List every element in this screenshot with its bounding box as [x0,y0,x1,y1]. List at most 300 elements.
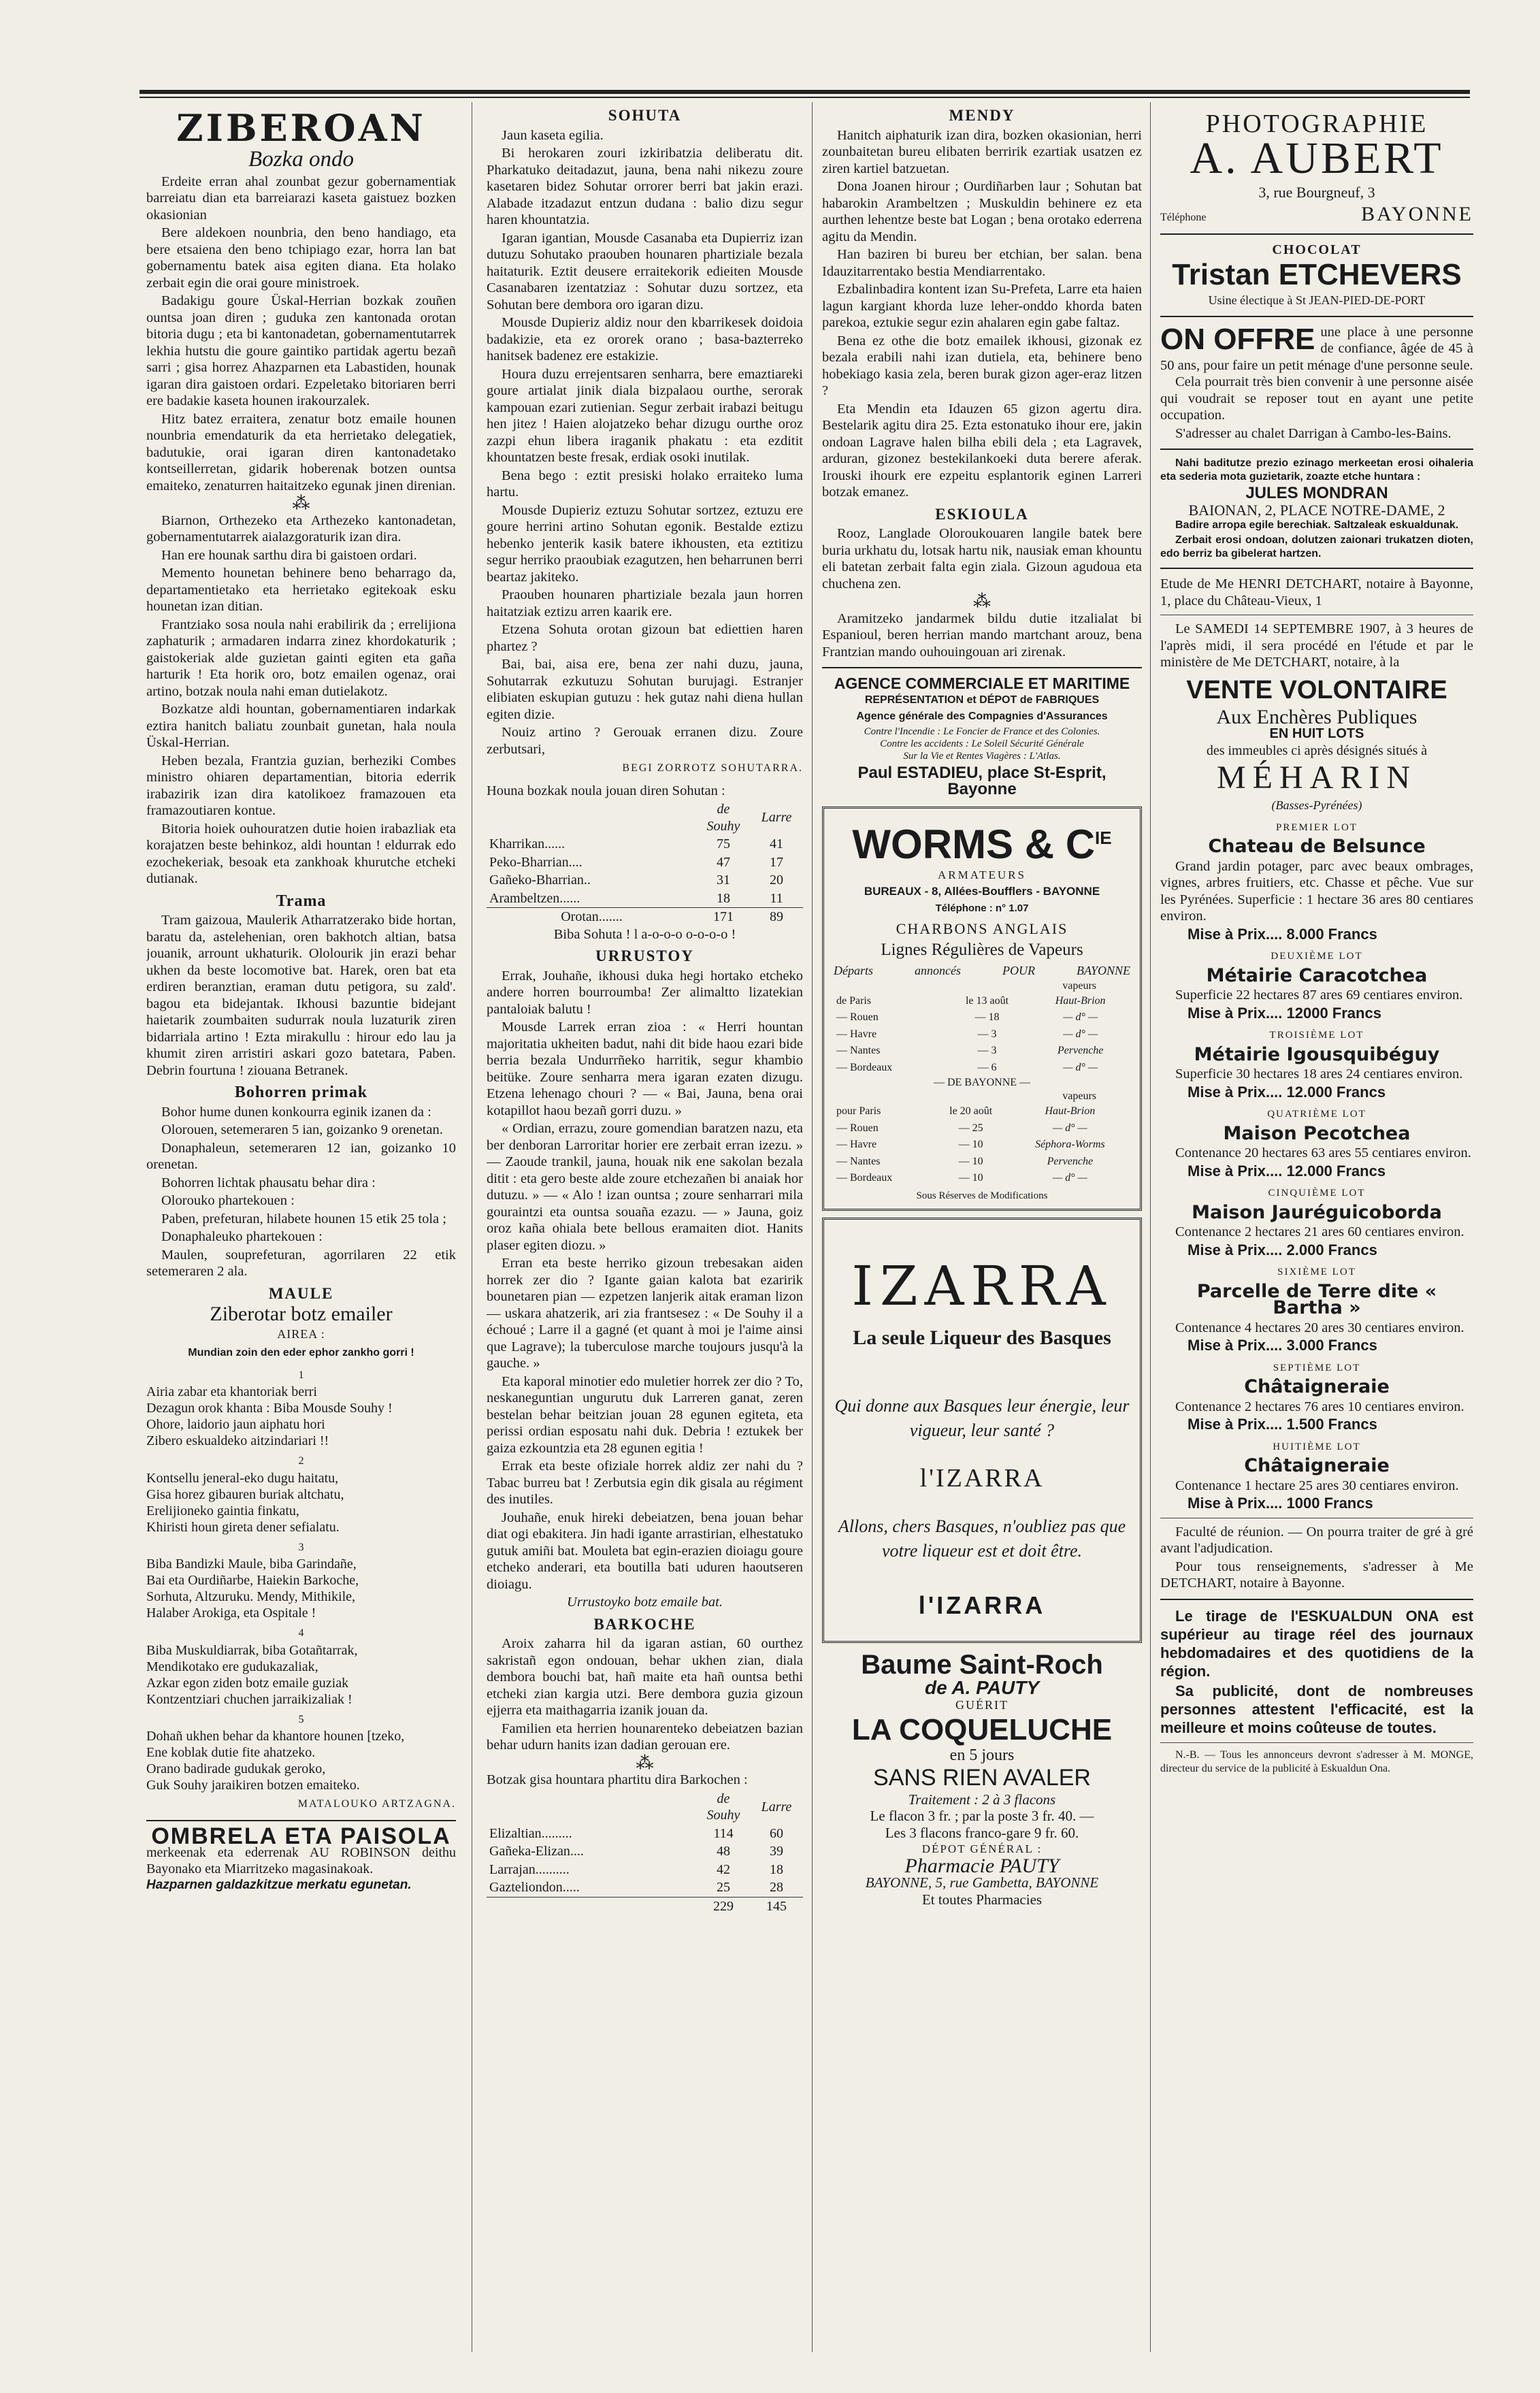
paragraph: Heben bezala, Frantzia guzian, berheziki Combes ministro ohiaren departamentian, bitoria ederrik irabazirik izan dira katolikoez framazouen eta framazoutiaren kontue. [146,753,456,818]
table-row [487,853,803,872]
verse-line: Sorhuta, Altzuruku. Mendy, Mithikile, [146,1589,356,1604]
worms-lignes: Lignes Régulières de Vapeurs [881,940,1083,959]
table-cell: Arambeltzen...... [489,890,580,906]
schedule-cell: pour Paris [836,1105,881,1117]
table-total-row [487,1897,803,1915]
ad-offre [1160,324,1473,374]
lot-name: Châtaigneraie [1244,1376,1390,1397]
schedule-cell: — Havre [836,1139,877,1150]
paragraph: Aroix zaharra hil da igaran astian, 60 ourthez sakristañ egon ondouan, behar ukhen zian, diala dembora bouchi bat, hañ maite eta hañ ountsa bethi etcheki zian kargia utzi. Bere dembora guzia gizoun ejjerra eta maithagarria izanik jouan da. [487,1636,803,1718]
vente-title: VENTE VOLONTAIRE [1186,675,1447,704]
heading-eskioula: ESKIOULA [935,505,1029,523]
paragraph: Hitz batez erraitera, zenatur botz emaile hounen nounbria emendaturik da eta herrietako delegatiek, badutukie, orai igaran diren kantonadetako kontseillerretan, gidarik hoberenak botzen ountsa emaiteko, zenaturren haitaitzeko egunak jinen direnian. [146,411,456,493]
col-header: de Souhy [706,802,740,834]
offre-big: ON OFFRE [1160,323,1315,356]
table-cell: 25 [717,1880,730,1895]
paragraph: Olorouko phartekouen : [161,1193,295,1208]
heading-trama: Trama [276,892,327,910]
paragraph: Erdeite erran ahal zounbat gezur gobernamentiak barreiatu dian eta barreiarazi kaseta gaistuez bozken okasionian [146,174,456,223]
lot-desc: Contenance 2 hectares 76 ares 10 centiares environ. [1175,1399,1464,1414]
schedule-cell: — Havre [836,1028,877,1040]
separator-asterism: ⁂ [973,591,991,611]
ad-ombrela-text: merkeenak eta ederrenak AU ROBINSON deithu Bayonako eta Miarritzeko magasinakoak. [146,1845,456,1876]
paragraph: Badakigu goure Üskal-Herrian bozkak zouñen ountsa joan diren ; guduka zen kantonada orotan bitoria dugu ; eta bi kantonadetan, gobernamentutarrek lekhia hutstu die goure gaintiko partidak agertu bezañ sarri ; gisa horrez Ahazparnen eta Labastiden, hounak igaran dira gaistoen ordari. Ezpeletako bitoriaren berri ere badakie kaseta hounen irakourzalek. [146,293,456,408]
lot-num: TROISIÈME LOT [1269,1030,1364,1041]
paragraph: Han baziren bi bureu ber etchian, ber salan. bena Idauzitarrentako bestia Mendiarrentako. [822,247,1142,279]
table-row [487,1842,803,1861]
verse-line: Erelijioneko gaintia finkatu, [146,1503,299,1518]
lot-name: Parcelle de Terre dite « Bartha » [1196,1280,1437,1318]
stanza-number: 2 [298,1455,304,1467]
worms-sup: IE [1095,827,1112,848]
schedule-cell: — Bordeaux [836,1172,893,1184]
paragraph: Dona Joanen hirour ; Ourdiñarben laur ; Sohutan bat habarokin Arambeltzen ; Muskuldin behinere ez eta aurthen lehentze beste bat Logan ; bena orotako ederrena agitu da Mendin. [822,179,1142,244]
worms-tel: Téléphone : n° 1.07 [935,902,1029,914]
signature: MATALOUKO ARTZAGNA. [297,1798,456,1810]
schedule-cell: Pervenche [1057,1045,1104,1056]
worms-de-bayonne: — DE BAYONNE — [933,1077,1031,1088]
table-cell: Gañeka-Elizan.... [489,1844,584,1859]
schedule-cell: — 10 [958,1172,983,1184]
vote-table-sohuta [487,800,803,926]
paragraph: Errak, Jouhañe, ikhousi duka hegi hortako etcheko andere horren bourroumba! Zer alimaltto lizatekian pantaloiak balutu ! [487,968,803,1017]
paragraph: Jaun kaseta egilia. [502,127,604,143]
divider [1160,568,1473,569]
vente-encheres: Aux Enchères Publiques [1216,705,1418,728]
lot-price: Mise à Prix.... 2.000 Francs [1187,1241,1377,1258]
paragraph: Maulen, souprefeturan, agorrilaren 22 etik setemeraren 2 ala. [146,1247,456,1279]
table-cell: 39 [770,1844,783,1859]
table-cell: Peko-Bharrian.... [489,854,583,870]
column-divider [1150,102,1151,2352]
paragraph: Bozkatze aldi hountan, gobernamentiaren indarkak eztira hanitch baliatu zounbait gunetan, hala noula Üskal-Herrian. [146,702,456,750]
schedule-cell: — 18 [974,1011,1000,1023]
table-cell: 41 [770,836,783,851]
hdr: annoncés [915,964,961,977]
lot-num: QUATRIÈME LOT [1267,1109,1366,1120]
schedule-cell: de Paris [836,994,872,1007]
paragraph: Ezbalinbadira kontent izan Su-Prefeta, Larre eta haien lagun kargiant khorda luze leher-onddo khorda baten parekoa, eztukie segur ezin ahalaren egin gabe faltaz. [822,282,1142,330]
signature: BEGI ZORROTZ SOHUTARRA. [622,762,803,774]
article-body [146,1104,456,1280]
photo-tel: Téléphone [1160,212,1207,223]
ad-ombrela-foot: Hazparnen galdazkitzue merkatu egunetan. [146,1878,412,1892]
table-cell: 145 [766,1898,787,1914]
lot-num: PREMIER LOT [1276,821,1358,833]
worms-bureaux: BUREAUX - 8, Allées-Boufflers - BAYONNE [864,885,1100,898]
column-1 [146,102,456,2352]
verse-line: Gisa horez gibauren buriak altchatu, [146,1486,344,1502]
izarra-line: l'IZARRA [918,1591,1046,1619]
lot-num: DEUXIÈME LOT [1271,951,1363,962]
paragraph: Erran eta beste herriko gizoun trebesakan aiden horrek zer dio ? Igante gaian kalota bat ezaririk bounetaren pian — ezpetzen lanjerik aitak eraman lizon — uskara ahatzerik, ari zia frantsesez : « De Souhy il a échoué ; Larre il a gagné (et quant à moi je l'aime ainsi que Lagrave); la tuberculose marche toujours jusqu'à la gauche. » [487,1256,803,1371]
schedule-cell: — d° — [1063,1061,1098,1073]
paragraph: Donaphaleun, setemeraren 12 ian, goizanko 10 orenetan. [146,1140,456,1172]
paragraph: Hanitch aiphaturik izan dira, bozken okasionian, herri zounbaitetan bureu elibaten berririk ezartiak usatzen ez ziren kartiel batzuetan. [822,127,1142,176]
signature: Urrustoyko botz emaile bat. [567,1595,723,1610]
column-3 [822,102,1142,2352]
paragraph: Eta Mendin eta Idauzen 65 gizon agertu dira. Bestelarik agitu dira 25. Ezta estonatuko ihour ere, jakin ondoan Lagrave halen bilha ebili dela ; eta Lagravek, arduran, gizonez bestekilankoeki duta berere aferak. Irouski ihourk ere ezpeitu esplantorik eginen Larreri botzak emanez. [822,401,1142,500]
table-cell: Larrajan.......... [489,1861,570,1877]
choc-usine: Usine électique à St JEAN-PIED-DE-PORT [1208,293,1426,307]
divider [1160,449,1473,450]
lot-desc: Superficie 22 hectares 87 ares 69 centiares environ. [1175,988,1463,1003]
article-body [822,611,1142,661]
paragraph: Bena ez othe die botz emailek ikhousi, gizonak ez bezala erabili nahi izan dutiela, eta, behinere beno hobekiago kasia zela, beren burak gizon ager-eraz litzen ? [822,333,1142,398]
col-header: de Souhy [706,1791,740,1823]
schedule-row [834,1026,1130,1043]
baume-line: SANS RIEN AVALER [873,1764,1091,1791]
heading-barkoche: BARKOCHE [593,1615,696,1633]
baume-line: en 5 jours [949,1746,1015,1764]
ad-baume [822,1650,1142,1908]
column-2 [487,102,803,2352]
table-cell: 48 [717,1844,730,1859]
paragraph: Praouben hounaren phartiziale bezala jaun horren haitatziak eztizu arren kaarik ere. [487,587,803,619]
divider [1160,316,1473,317]
lot-desc: Superficie 30 hectares 18 ares 24 centiares environ. [1175,1067,1463,1081]
nb-text: N.-B. — Tous les annonceurs devront s'adresser à M. MONGE, directeur du service de la publicité à Eskualdun Ona. [1160,1748,1473,1774]
table-cell: 60 [770,1825,783,1841]
table-cell: 11 [770,890,783,906]
hdr: POUR [1002,964,1035,977]
worms-vapeurs: vapeurs [1062,979,1096,992]
lot-name: Métairie Igousquibéguy [1194,1043,1440,1065]
table-intro: Houna bozkak noula jouan diren Sohutan : [487,783,725,798]
baume-line: BAYONNE, 5, rue Gambetta, BAYONNE [865,1874,1099,1891]
paragraph: Bohorren lichtak phausatu behar dira : [161,1175,376,1190]
table-cell: 89 [770,909,783,924]
schedule-cell: — 25 [958,1122,983,1134]
izarra-line: La seule Liqueur des Basques [853,1326,1111,1349]
schedule-cell: — Nantes [836,1155,881,1167]
photo-title: PHOTOGRAPHIE [1205,110,1428,138]
paragraph: Memento hounetan behinere beno beharrago da, departamentietako eta herrietako egitekoak esku hounetan izan ditian. [146,566,456,614]
stanza-number: 1 [298,1369,304,1381]
nahi-address: BAIONAN, 2, PLACE NOTRE-DAME, 2 [1188,501,1445,519]
offre-text: S'adresser au chalet Darrigan à Cambo-les-Bains. [1175,425,1452,441]
lot-num: SIXIÈME LOT [1277,1267,1356,1277]
vote-table-barkoche [487,1790,803,1916]
article-body [146,174,456,495]
lot-name: Métairie Caracotchea [1206,964,1428,986]
table-cell: Gañeko-Bharrian.. [489,873,591,888]
baume-line: GUÉRIT [955,1697,1009,1712]
table-row [487,1878,803,1897]
schedule-cell: Haut-Brion [1045,1105,1096,1117]
verse-line: Bai eta Ourdiñarbe, Haiekin Barkoche, [146,1573,359,1588]
schedule-row [834,1060,1130,1077]
paragraph: Houra duzu errejentsaren senharra, bere emaztiareki goure artialat jinik diala bizpalaou ourthe, serorak kampouan ezari zutienian. Segur zerbait irabazi beitugu hen jitez ! Haien alojatzeko behar dizugu ourthe oroz zazpi ehun libera iraganik phakatu : eta ezditit khountatzen beste fresak, erdiak osoki inutilak. [487,366,803,465]
meharin-sub: (Basses-Pyrénées) [1271,798,1362,812]
paragraph: Biarnon, Orthezeko eta Arthezeko kantonadetan, gobernamentutarrek aialazgoraturik izan dira. [146,512,456,544]
schedule-cell: Pervenche [1047,1155,1094,1167]
table-row [487,1861,803,1879]
nahi-text: Zerbait erosi ondoan, dolutzen zaionari trukatzen dioten, edo berriz ba gibelerat hartzen. [1160,534,1473,559]
song-verses [146,1367,456,1794]
paragraph: Etzena Sohuta orotan gizoun bat ediettien haren phartez ? [487,622,803,654]
divider [1160,1742,1473,1743]
schedule-cell: le 13 août [965,994,1009,1007]
table-cell: Kharrikan...... [489,836,566,851]
schedule-cell: — Rouen [836,1011,879,1023]
verse-line: Airia zabar eta khantoriak berri [146,1384,317,1399]
etude-text: Le SAMEDI 14 SEPTEMBRE 1907, à 3 heures de l'après midi, il sera procédé en l'étude et par le ministère de Me DETCHART, notaire, à la [1160,621,1473,670]
offre-text: Cela pourrait très bien convenir à une personne aisée qui voudrait se reposer tout en ayant une petite occupation. [1160,374,1473,423]
table-cell: 75 [717,836,730,851]
agence-title: AGENCE COMMERCIALE ET MARITIME [834,674,1130,692]
agence-line: Contre l'Incendie : Le Foncier de France et des Colonies. [864,726,1100,737]
tirage-text: Le tirage de l'ESKUALDUN ONA est supérieur au tirage réel des journaux hebdomadaires et des quotidiens de la région. [1160,1607,1473,1680]
verse-line: Ene koblak dutie fite ahatzeko. [146,1745,316,1760]
stanza-number: 5 [298,1713,304,1725]
top-rule [140,90,1470,94]
verse-line: Kontzentziari chuchen jarraikizaliak ! [146,1691,353,1707]
baume-line: Les 3 flacons franco-gare 9 fr. 60. [885,1824,1079,1841]
lot-num: CINQUIÈME LOT [1268,1188,1366,1199]
table-cell: Orotan....... [561,909,623,924]
heading-mendy: MENDY [949,107,1015,124]
agence-general: Agence générale des Compagnies d'Assurances [856,711,1108,722]
table-cell: 114 [713,1825,734,1841]
paragraph: Rooz, Langlade Oloroukouaren langile batek bere buria urkhatu du, lotsak hartu nik, nausiak eman khountu eli batetan zerbait falta egin ziala. Gizoun agudoua eta chuchena zen. [822,526,1142,591]
lot-price: Mise à Prix.... 1.500 Francs [1187,1416,1377,1433]
article-body [487,1635,803,1754]
worms-vapeurs: vapeurs [1062,1090,1096,1102]
article-body [487,127,803,758]
baume-line: de A. PAUTY [924,1677,1039,1698]
worms-schedule-departures [834,1103,1130,1187]
table-row [487,1825,803,1843]
article-body [487,968,803,1593]
lots-list [1160,819,1473,1512]
lot-desc: Contenance 4 hectares 20 ares 30 centiares environ. [1175,1320,1464,1335]
lot-desc: Contenance 20 hectares 63 ares 55 centiares environ. [1175,1145,1471,1160]
schedule-row [834,1170,1130,1187]
choc-name: Tristan ETCHEVERS [1172,258,1462,291]
verse-line: Guk Souhy jaraikiren botzen emaiteko. [146,1778,360,1793]
heading-maule: MAULE [268,1284,334,1302]
table-cell: 47 [717,854,730,870]
schedule-row [834,1043,1130,1060]
table-cell: Elizaltian......... [489,1825,572,1841]
photo-city: BAYONNE [1361,203,1473,225]
etude-text: Etude de Me HENRI DETCHART, notaire à Bayonne, 1, place du Château-Vieux, 1 [1160,576,1473,608]
worms-header [834,962,1130,979]
schedule-row [834,993,1130,1010]
col-header: Larre [761,810,792,826]
paragraph: Bitoria hoiek ouhouratzen dutie hoien irabazliak eta korajatzen beste behinkoz, aldi hountan ! eldurrak edo ezochekeriak, besoak eta zankhoak khurutche etcheki dutianak. [146,821,456,886]
section-masthead: ZIBEROAN [176,106,426,150]
paragraph: Aramitzeko jandarmek bildu dutie itzalialat bi Espanioul, beren herrian mando martchant arouz, bena Frantzian mando ouhouingouan ari zirenak. [822,611,1142,660]
stanza-number: 4 [298,1627,304,1639]
column-divider [812,102,813,2352]
divider [1160,1599,1473,1600]
photo-address: 3, rue Bourgneuf, 3 [1258,183,1375,201]
baume-line: Traitement : 2 à 3 flacons [908,1791,1056,1808]
worms-armateurs: ARMATEURS [938,868,1026,881]
lot-desc: Contenance 1 hectare 25 ares 30 centiares environ. [1175,1478,1459,1493]
ad-izarra [822,1218,1142,1644]
column-4 [1160,102,1473,2352]
lot-name: Maison Pecotchea [1223,1122,1411,1144]
stanza-number: 3 [298,1541,304,1553]
agence-sub: REPRÉSENTATION et DÉPOT de FABRIQUES [864,694,1100,706]
divider [822,667,1142,668]
paragraph: Tram gaizoua, Maulerik Atharratzerako bide hortan, baratu da, astelehenian, oren bakhotch altian, batsa jouanik, arrount ukhaturik. Ololourik jin erazi behar ukhen da beste locomotive bat. Harek, oren bat eta erdiren beranztian, eraman dutu petigora, su zald'. bagou eta bidejantak. Ikhousi bazuntie bidejant haietarik zoumbaiten sudurrak noula luzaturik ziren bidarriala artino ! Ezta mirakullu : hirour edo lau ja khumit ziren arristiri askari gozo batetara, Paben. Debrin fourtuna ! ziouana Betranek. [146,913,456,1078]
baume-line: DÉPOT GÉNÉRAL : [921,1842,1043,1855]
izarra-line: Qui donne aux Basques leur énergie, leur vigueur, leur santé ? [834,1396,1130,1440]
table-row [487,835,803,853]
table-cell: 171 [713,909,734,924]
article-body [822,525,1142,592]
paragraph: Frantziako sosa noula nahi erabilirik da ; errelijiona zaphaturik ; armadaren indarra zinez khordokaturik ; gaistokeriak alde guzietan gainti egiten eta gaña harturik ! Eta horik oro, botz emailen ogenaz, orai artino, botzak noula nahi eman dutielakotz. [146,617,456,699]
verse-line: Azkar egon ziden botz emaile guziak [146,1675,349,1691]
worms-schedule-arrivals [834,993,1130,1077]
table-cell: 28 [770,1880,783,1895]
lot-num: HUITIÈME LOT [1273,1441,1361,1452]
meharin-title: MÉHARIN [1217,760,1417,796]
lot-name: Châtaigneraie [1244,1455,1390,1476]
schedule-cell: — 6 [977,1061,997,1073]
faculte-text: Faculté de réunion. — On pourra traiter de gré à gré avant l'adjudication. [1160,1524,1473,1556]
heading-sohuta: SOHUTA [608,107,682,124]
table-cell: 17 [770,854,783,870]
table-row [487,871,803,890]
schedule-row [834,1103,1130,1120]
heading-urrustoy: URRUSTOY [595,947,694,964]
paragraph: Mousde Dupieriz aldiz nour den kbarrikesek doidoia badakizie, eta ez ororek orano ; basa-bazterreko hanitsek badenez ere estakizie. [487,315,803,363]
heading-ziberotar: Ziberotar botz emailer [210,1303,393,1325]
verse-line: Dezagun orok khanta : Biba Mousde Souhy ! [146,1401,393,1416]
nahi-name: JULES MONDRAN [1245,484,1388,502]
schedule-row [834,1154,1130,1171]
worms-charbons: CHARBONS ANGLAIS [896,920,1068,937]
hdr: Départs [834,964,873,977]
schedule-cell: — d° — [1052,1172,1087,1184]
agence-line: Sur la Vie et Rentes Viagères : L'Atlas. [903,750,1061,762]
paragraph: Bena bego : eztit presiski holako erraiteko luma hartu. [487,468,803,500]
schedule-cell: — d° — [1052,1122,1087,1134]
paragraph: Bai, bai, aisa ere, bena zer nahi duzu, jauna, Sohutarrak ezkutuzu Sohutan burujagi. Estranjer elibiaten eskupian gutuzu : hek gutaz nahi diena hullan egiten dizie. [487,657,803,722]
vente-huit: EN HUIT LOTS [1269,726,1364,741]
paragraph: « Ordian, errazu, zoure gomendian baratzen nazu, eta ber denboran Larroritar horier ere zerbait erran izezu. » — Zaoude trankil, jauna, houak nik ene sakolan bezala ditit : eta gero beste alde zoure etchezañen bi anaiak hor dutuzu. » — « Alo ! izan ountsa ; zoure senharrari mila gouraintzi eta ountsa souaña ezazu. — » Jauna, goiz oroz kaña ohiala bete bellous eramaiten diot. Hanits plaser egiten diozu. » [487,1121,803,1253]
lot-num: SEPTIÈME LOT [1273,1362,1361,1373]
lot-desc: Grand jardin potager, parc avec beaux ombrages, vignes, arbres fruitiers, etc. Chasse et pêche. Vue sur les Pyrénées. Superficie : 1 hectare 36 ares 80 centiares environ. [1160,858,1473,924]
table-total-row [487,908,803,926]
lot-price: Mise à Prix.... 12.000 Francs [1187,1162,1386,1179]
schedule-cell: — 3 [977,1028,997,1040]
schedule-cell: — Bordeaux [836,1061,893,1073]
paragraph: Jouhañe, enuk hireki debeiatzen, bena jouan behar diat ogi ebakitera. Jin hadi igante arrastirian, elhestatuko gutuk amiñi bat. Mouleta bat egin-erazien dioiagu goure etcheko anderari, eta boutilla bati uduren haoutseren dioiagu. [487,1510,803,1592]
ad-ombrela-title: OMBRELA ETA PAISOLA [151,1823,451,1849]
separator-asterism: ⁂ [636,1753,654,1773]
verse-line: Mendikotako ere gudukazaliak, [146,1659,318,1674]
paragraph: Mousde Larrek erran zioa : « Herri hountan majoritatia ukheiten badut, nahi dit bide haou ezari bide berria bezala Undurrñeko harritik, segur khambio beitüke. Zoure senharra mera igaran ezaten dizugu. Etzena lehenago chouri ? — « Bai, Jauna, bena orai kotapillot haou bezañ gorri duzu. » [487,1020,803,1118]
lot-price: Mise à Prix.... 1000 Francs [1187,1495,1373,1512]
worms-footer: Sous Réserves de Modifications [916,1190,1048,1201]
lot-price: Mise à Prix.... 3.000 Francs [1187,1337,1377,1354]
photo-contact [1160,203,1473,227]
baume-line: Pharmacie PAUTY [904,1854,1060,1877]
worms-title: WORMS & C [852,821,1096,867]
divider [1160,233,1473,235]
table-cell: 20 [770,873,783,888]
paragraph: Igaran igantian, Mousde Casanaba eta Dupierriz izan dutuzu Sohutako praouben hounaren phartiziale bezala haitaturik. Eztit deusere erraitekorik edieiten Mousde Casanabaren izentatziaz : Sohutar duzu sortzez, eta Sohutan bere dembora oro igaran dizu. [487,230,803,312]
table-cell: 31 [717,873,730,888]
baume-line: Baume Saint-Roch [861,1650,1103,1680]
nahi-text: Badire arropa egile berechiak. Saltzaleak eskualdunak. [1175,519,1459,531]
paragraph: Mousde Dupieriz eztuzu Sohutar sortzez, eztuzu ere goure herrini artino Sohutan egonik. Bestalde eztizu hebenko jenterik kasik batere ikhousten, eta eztitizu segur herriko praoubiak ezagutzen, hen beharrunen berri beartaz jakiteko. [487,502,803,585]
separator-asterism: ⁂ [292,493,310,513]
table-cell: 42 [717,1861,730,1877]
schedule-cell: — 10 [958,1155,983,1167]
verse-line: Khiristi houn gireta dener sefialatu. [146,1519,340,1535]
verse-line: Orano badirade gudukak geroko, [146,1761,326,1776]
paragraph: Bi herokaren zouri izkiribatzia deliberatu dit. Pharkatuko deitadazut, jauna, bena nahi nikezu zoure kasetaren bidez Sohutar orrorer berri bat jakin erazi. Alabade itzadazut entzun dudana : balio dizu segur haren khountatzia. [487,146,803,227]
verse-line: Biba Bandizki Maule, biba Garindañe, [146,1557,357,1572]
table-intro: Botzak gisa hountara phartitu dira Barkochen : [487,1772,748,1787]
schedule-cell: — 3 [977,1045,997,1056]
izarra-line: Allons, chers Basques, n'oubliez pas que votre liqueur est et doit être. [838,1516,1126,1561]
lot-desc: Contenance 2 hectares 21 ares 60 centiares environ. [1175,1224,1464,1239]
article-body [822,127,1142,501]
offre-text: une place à une personne de confiance, âgée de 45 à 50 ans, pour faire un petit ménage d'une personne seule. [1160,324,1473,373]
ad-worms [822,807,1142,1211]
photo-name: A. AUBERT [1190,133,1444,183]
schedule-cell: — d° — [1063,1011,1098,1023]
paragraph: Eta kaporal minotier edo muletier horrek zer dio ? To, neskaneguntian ungurutu duk Larreren ganat, zeren bestelan behar beitzian jouan 28 egunen egiteta, eta perissi ordian esposatu nahi duk. Debria ! eztukek ber gaiza ezkountzia eta 28 egunen egitia ! [487,1373,803,1456]
paragraph: Paben, prefeturan, hilabete hounen 15 etik 25 tola ; [161,1211,446,1226]
lot-name: Chateau de Belsunce [1208,836,1426,857]
lot-price: Mise à Prix.... 12000 Francs [1187,1004,1381,1022]
hdr: BAYONNE [1076,964,1130,977]
verse-line: Ohore, laidorio jaun aiphatu hori [146,1417,325,1432]
schedule-cell: Séphora-Worms [1035,1139,1105,1150]
schedule-row [834,1120,1130,1137]
vente-immeubles: des immeubles ci après désignés situés à [1206,743,1428,758]
choc-label: CHOCOLAT [1272,242,1362,257]
table-cell: 18 [717,890,730,906]
table-row [487,890,803,908]
schedule-cell: le 20 août [949,1105,993,1117]
schedule-row [834,1137,1130,1154]
table-cell: 18 [770,1861,783,1877]
heading-bohorren: Bohorren primak [234,1084,368,1101]
verse-line: Dohañ ukhen behar da khantore hounen [tzeko, [146,1729,405,1744]
lot-price: Mise à Prix.... 8.000 Francs [1187,925,1377,943]
table-cell: 229 [713,1898,734,1914]
biba-line: Biba Sohuta ! l a-o-o-o o-o-o-o ! [553,926,736,942]
verse-line: Zibero eskualdeko aitzindariari !! [146,1433,329,1448]
divider [146,1820,456,1821]
paragraph: Donaphaleuko phartekouen : [161,1229,323,1244]
top-rule-thin [140,97,1470,98]
paragraph: Bere aldekoen nounbria, den beno handiago, eta bere etsaiena den beno tchipiago ezar, horra lan bat gobernamentu batek aisa egiten diana. Eta holako zerbait egin die orai goure ministroek. [146,225,456,291]
izarra-line: l'IZARRA [919,1464,1045,1493]
col-header: Larre [761,1799,792,1814]
agence-footer: Paul ESTADIEU, place St-Esprit, Bayonne [857,763,1107,798]
paragraph: Nouiz artino ? Gerouak erranen dizu. Zoure zerbutsari, [487,725,803,757]
schedule-cell: — Rouen [836,1122,879,1134]
schedule-cell: Haut-Brion [1055,994,1106,1007]
schedule-cell: — Nantes [836,1045,881,1056]
baume-line: Et toutes Pharmacies [921,1891,1043,1908]
lot-price: Mise à Prix.... 12.000 Francs [1187,1083,1386,1101]
lot-name: Maison Jauréguicoborda [1192,1201,1442,1223]
airea-label: AIREA : [277,1326,325,1341]
verse-line: Biba Muskuldiarrak, biba Gotañtarrak, [146,1642,358,1658]
